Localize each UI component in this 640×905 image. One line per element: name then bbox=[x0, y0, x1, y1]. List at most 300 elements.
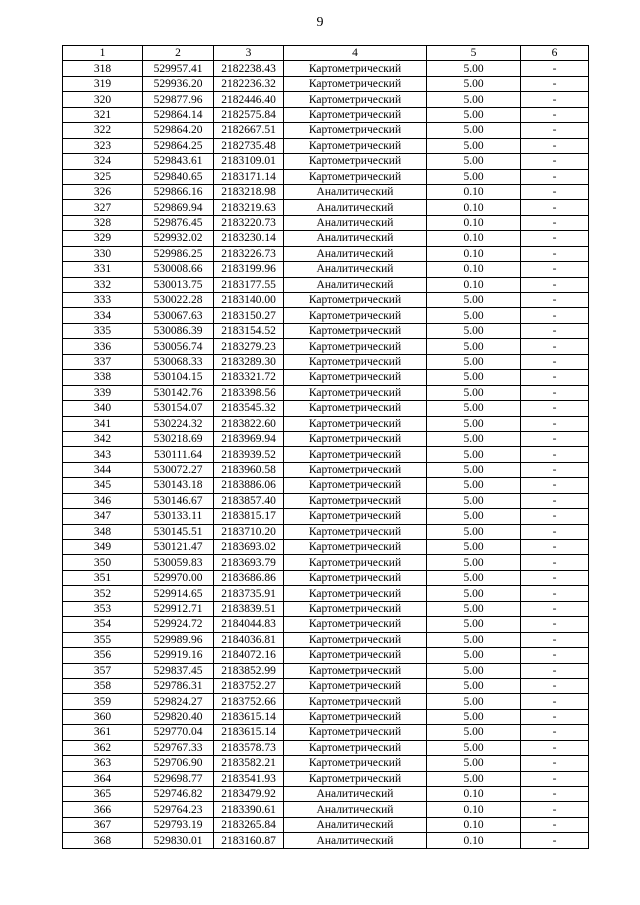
method-cell: Картометрический bbox=[284, 709, 427, 724]
accuracy-cell: 5.00 bbox=[427, 586, 521, 601]
x-coordinate-cell: 529986.25 bbox=[143, 246, 214, 261]
accuracy-cell: 5.00 bbox=[427, 416, 521, 431]
accuracy-cell: 5.00 bbox=[427, 401, 521, 416]
point-number-cell: 352 bbox=[63, 586, 143, 601]
table-body bbox=[63, 61, 589, 848]
note-cell: - bbox=[521, 431, 589, 446]
table-row bbox=[63, 184, 589, 199]
y-coordinate-cell: 2183398.56 bbox=[214, 385, 284, 400]
column-header: 2 bbox=[143, 46, 214, 61]
point-number-cell: 323 bbox=[63, 138, 143, 153]
point-number-cell: 324 bbox=[63, 154, 143, 169]
x-coordinate-cell: 530154.07 bbox=[143, 401, 214, 416]
method-cell: Картометрический bbox=[284, 308, 427, 323]
x-coordinate-cell: 529764.23 bbox=[143, 802, 214, 817]
note-cell: - bbox=[521, 354, 589, 369]
y-coordinate-cell: 2183939.52 bbox=[214, 447, 284, 462]
accuracy-cell: 0.10 bbox=[427, 833, 521, 848]
point-number-cell: 360 bbox=[63, 709, 143, 724]
table-row bbox=[63, 478, 589, 493]
accuracy-cell: 0.10 bbox=[427, 262, 521, 277]
table-row bbox=[63, 401, 589, 416]
method-cell: Картометрический bbox=[284, 293, 427, 308]
accuracy-cell: 5.00 bbox=[427, 540, 521, 555]
method-cell: Картометрический bbox=[284, 586, 427, 601]
note-cell: - bbox=[521, 694, 589, 709]
point-number-cell: 339 bbox=[63, 385, 143, 400]
point-number-cell: 355 bbox=[63, 632, 143, 647]
accuracy-cell: 5.00 bbox=[427, 756, 521, 771]
method-cell: Аналитический bbox=[284, 231, 427, 246]
y-coordinate-cell: 2183686.86 bbox=[214, 570, 284, 585]
x-coordinate-cell: 529824.27 bbox=[143, 694, 214, 709]
method-cell: Аналитический bbox=[284, 277, 427, 292]
x-coordinate-cell: 529793.19 bbox=[143, 817, 214, 832]
table-row bbox=[63, 370, 589, 385]
table-row bbox=[63, 648, 589, 663]
note-cell: - bbox=[521, 293, 589, 308]
table-row bbox=[63, 632, 589, 647]
x-coordinate-cell: 529706.90 bbox=[143, 756, 214, 771]
y-coordinate-cell: 2183839.51 bbox=[214, 601, 284, 616]
y-coordinate-cell: 2183230.14 bbox=[214, 231, 284, 246]
y-coordinate-cell: 2183265.84 bbox=[214, 817, 284, 832]
point-number-cell: 319 bbox=[63, 76, 143, 91]
table-row bbox=[63, 61, 589, 76]
x-coordinate-cell: 529866.16 bbox=[143, 184, 214, 199]
y-coordinate-cell: 2183199.96 bbox=[214, 262, 284, 277]
y-coordinate-cell: 2183160.87 bbox=[214, 833, 284, 848]
table-row bbox=[63, 215, 589, 230]
method-cell: Картометрический bbox=[284, 385, 427, 400]
y-coordinate-cell: 2183279.23 bbox=[214, 339, 284, 354]
point-number-cell: 343 bbox=[63, 447, 143, 462]
point-number-cell: 334 bbox=[63, 308, 143, 323]
accuracy-cell: 5.00 bbox=[427, 339, 521, 354]
y-coordinate-cell: 2182575.84 bbox=[214, 107, 284, 122]
y-coordinate-cell: 2182238.43 bbox=[214, 61, 284, 76]
table-row bbox=[63, 740, 589, 755]
table-row bbox=[63, 817, 589, 832]
note-cell: - bbox=[521, 92, 589, 107]
accuracy-cell: 5.00 bbox=[427, 648, 521, 663]
point-number-cell: 351 bbox=[63, 570, 143, 585]
x-coordinate-cell: 529932.02 bbox=[143, 231, 214, 246]
point-number-cell: 332 bbox=[63, 277, 143, 292]
note-cell: - bbox=[521, 169, 589, 184]
header-row bbox=[63, 46, 589, 61]
note-cell: - bbox=[521, 76, 589, 91]
point-number-cell: 347 bbox=[63, 509, 143, 524]
note-cell: - bbox=[521, 478, 589, 493]
point-number-cell: 348 bbox=[63, 524, 143, 539]
method-cell: Картометрический bbox=[284, 169, 427, 184]
table-row bbox=[63, 231, 589, 246]
table-row bbox=[63, 617, 589, 632]
table-row bbox=[63, 246, 589, 261]
point-number-cell: 344 bbox=[63, 462, 143, 477]
y-coordinate-cell: 2183852.99 bbox=[214, 663, 284, 678]
accuracy-cell: 5.00 bbox=[427, 663, 521, 678]
note-cell: - bbox=[521, 339, 589, 354]
accuracy-cell: 5.00 bbox=[427, 354, 521, 369]
accuracy-cell: 5.00 bbox=[427, 293, 521, 308]
point-number-cell: 325 bbox=[63, 169, 143, 184]
x-coordinate-cell: 529914.65 bbox=[143, 586, 214, 601]
method-cell: Картометрический bbox=[284, 431, 427, 446]
point-number-cell: 336 bbox=[63, 339, 143, 354]
x-coordinate-cell: 530146.67 bbox=[143, 493, 214, 508]
y-coordinate-cell: 2183226.73 bbox=[214, 246, 284, 261]
accuracy-cell: 5.00 bbox=[427, 601, 521, 616]
y-coordinate-cell: 2182735.48 bbox=[214, 138, 284, 153]
point-number-cell: 320 bbox=[63, 92, 143, 107]
y-coordinate-cell: 2183479.92 bbox=[214, 787, 284, 802]
accuracy-cell: 5.00 bbox=[427, 107, 521, 122]
note-cell: - bbox=[521, 385, 589, 400]
method-cell: Картометрический bbox=[284, 107, 427, 122]
accuracy-cell: 5.00 bbox=[427, 617, 521, 632]
method-cell: Аналитический bbox=[284, 787, 427, 802]
y-coordinate-cell: 2183545.32 bbox=[214, 401, 284, 416]
accuracy-cell: 0.10 bbox=[427, 277, 521, 292]
table-row bbox=[63, 92, 589, 107]
note-cell: - bbox=[521, 678, 589, 693]
x-coordinate-cell: 529820.40 bbox=[143, 709, 214, 724]
point-number-cell: 368 bbox=[63, 833, 143, 848]
point-number-cell: 329 bbox=[63, 231, 143, 246]
accuracy-cell: 0.10 bbox=[427, 231, 521, 246]
x-coordinate-cell: 529843.61 bbox=[143, 154, 214, 169]
accuracy-cell: 0.10 bbox=[427, 817, 521, 832]
note-cell: - bbox=[521, 493, 589, 508]
x-coordinate-cell: 529876.45 bbox=[143, 215, 214, 230]
y-coordinate-cell: 2183615.14 bbox=[214, 709, 284, 724]
table-row bbox=[63, 709, 589, 724]
x-coordinate-cell: 529698.77 bbox=[143, 771, 214, 786]
accuracy-cell: 5.00 bbox=[427, 725, 521, 740]
y-coordinate-cell: 2182667.51 bbox=[214, 123, 284, 138]
point-number-cell: 327 bbox=[63, 200, 143, 215]
table-row bbox=[63, 771, 589, 786]
y-coordinate-cell: 2183171.14 bbox=[214, 169, 284, 184]
method-cell: Картометрический bbox=[284, 678, 427, 693]
note-cell: - bbox=[521, 740, 589, 755]
method-cell: Картометрический bbox=[284, 524, 427, 539]
accuracy-cell: 5.00 bbox=[427, 154, 521, 169]
accuracy-cell: 5.00 bbox=[427, 462, 521, 477]
method-cell: Картометрический bbox=[284, 725, 427, 740]
accuracy-cell: 5.00 bbox=[427, 61, 521, 76]
method-cell: Картометрический bbox=[284, 339, 427, 354]
x-coordinate-cell: 530133.11 bbox=[143, 509, 214, 524]
y-coordinate-cell: 2183289.30 bbox=[214, 354, 284, 369]
x-coordinate-cell: 530056.74 bbox=[143, 339, 214, 354]
table-row bbox=[63, 833, 589, 848]
table-row bbox=[63, 200, 589, 215]
note-cell: - bbox=[521, 555, 589, 570]
x-coordinate-cell: 529767.33 bbox=[143, 740, 214, 755]
accuracy-cell: 5.00 bbox=[427, 447, 521, 462]
method-cell: Аналитический bbox=[284, 200, 427, 215]
point-number-cell: 337 bbox=[63, 354, 143, 369]
method-cell: Картометрический bbox=[284, 509, 427, 524]
table-row bbox=[63, 447, 589, 462]
y-coordinate-cell: 2183218.98 bbox=[214, 184, 284, 199]
y-coordinate-cell: 2184036.81 bbox=[214, 632, 284, 647]
note-cell: - bbox=[521, 231, 589, 246]
accuracy-cell: 5.00 bbox=[427, 632, 521, 647]
table-row bbox=[63, 107, 589, 122]
x-coordinate-cell: 530104.15 bbox=[143, 370, 214, 385]
note-cell: - bbox=[521, 401, 589, 416]
note-cell: - bbox=[521, 601, 589, 616]
x-coordinate-cell: 529830.01 bbox=[143, 833, 214, 848]
y-coordinate-cell: 2183109.01 bbox=[214, 154, 284, 169]
point-number-cell: 364 bbox=[63, 771, 143, 786]
point-number-cell: 361 bbox=[63, 725, 143, 740]
point-number-cell: 362 bbox=[63, 740, 143, 755]
x-coordinate-cell: 529864.14 bbox=[143, 107, 214, 122]
x-coordinate-cell: 530086.39 bbox=[143, 323, 214, 338]
table-row bbox=[63, 416, 589, 431]
accuracy-cell: 0.10 bbox=[427, 184, 521, 199]
method-cell: Картометрический bbox=[284, 401, 427, 416]
note-cell: - bbox=[521, 540, 589, 555]
y-coordinate-cell: 2183390.61 bbox=[214, 802, 284, 817]
x-coordinate-cell: 529837.45 bbox=[143, 663, 214, 678]
y-coordinate-cell: 2184044.83 bbox=[214, 617, 284, 632]
accuracy-cell: 5.00 bbox=[427, 509, 521, 524]
y-coordinate-cell: 2183321.72 bbox=[214, 370, 284, 385]
coordinates-table bbox=[62, 45, 589, 849]
method-cell: Картометрический bbox=[284, 447, 427, 462]
point-number-cell: 359 bbox=[63, 694, 143, 709]
column-header: 6 bbox=[521, 46, 589, 61]
table-row bbox=[63, 524, 589, 539]
table-row bbox=[63, 339, 589, 354]
x-coordinate-cell: 530008.66 bbox=[143, 262, 214, 277]
point-number-cell: 318 bbox=[63, 61, 143, 76]
table-row bbox=[63, 570, 589, 585]
x-coordinate-cell: 530013.75 bbox=[143, 277, 214, 292]
note-cell: - bbox=[521, 833, 589, 848]
note-cell: - bbox=[521, 524, 589, 539]
page-number: 9 bbox=[316, 15, 324, 30]
note-cell: - bbox=[521, 632, 589, 647]
accuracy-cell: 0.10 bbox=[427, 787, 521, 802]
point-number-cell: 338 bbox=[63, 370, 143, 385]
note-cell: - bbox=[521, 262, 589, 277]
point-number-cell: 346 bbox=[63, 493, 143, 508]
y-coordinate-cell: 2183220.73 bbox=[214, 215, 284, 230]
x-coordinate-cell: 530218.69 bbox=[143, 431, 214, 446]
note-cell: - bbox=[521, 61, 589, 76]
note-cell: - bbox=[521, 123, 589, 138]
note-cell: - bbox=[521, 246, 589, 261]
method-cell: Картометрический bbox=[284, 323, 427, 338]
note-cell: - bbox=[521, 370, 589, 385]
column-header: 4 bbox=[284, 46, 427, 61]
method-cell: Аналитический bbox=[284, 246, 427, 261]
note-cell: - bbox=[521, 586, 589, 601]
note-cell: - bbox=[521, 648, 589, 663]
x-coordinate-cell: 530224.32 bbox=[143, 416, 214, 431]
point-number-cell: 356 bbox=[63, 648, 143, 663]
x-coordinate-cell: 529746.82 bbox=[143, 787, 214, 802]
table-row bbox=[63, 462, 589, 477]
point-number-cell: 357 bbox=[63, 663, 143, 678]
point-number-cell: 321 bbox=[63, 107, 143, 122]
point-number-cell: 342 bbox=[63, 431, 143, 446]
x-coordinate-cell: 530022.28 bbox=[143, 293, 214, 308]
method-cell: Картометрический bbox=[284, 740, 427, 755]
y-coordinate-cell: 2183710.20 bbox=[214, 524, 284, 539]
point-number-cell: 333 bbox=[63, 293, 143, 308]
note-cell: - bbox=[521, 154, 589, 169]
method-cell: Аналитический bbox=[284, 833, 427, 848]
note-cell: - bbox=[521, 771, 589, 786]
x-coordinate-cell: 529864.20 bbox=[143, 123, 214, 138]
note-cell: - bbox=[521, 416, 589, 431]
note-cell: - bbox=[521, 570, 589, 585]
x-coordinate-cell: 529936.20 bbox=[143, 76, 214, 91]
x-coordinate-cell: 530145.51 bbox=[143, 524, 214, 539]
accuracy-cell: 5.00 bbox=[427, 740, 521, 755]
point-number-cell: 326 bbox=[63, 184, 143, 199]
x-coordinate-cell: 530143.18 bbox=[143, 478, 214, 493]
method-cell: Картометрический bbox=[284, 601, 427, 616]
table-row bbox=[63, 431, 589, 446]
accuracy-cell: 5.00 bbox=[427, 493, 521, 508]
y-coordinate-cell: 2183582.21 bbox=[214, 756, 284, 771]
y-coordinate-cell: 2183752.66 bbox=[214, 694, 284, 709]
note-cell: - bbox=[521, 107, 589, 122]
table-row bbox=[63, 586, 589, 601]
x-coordinate-cell: 530142.76 bbox=[143, 385, 214, 400]
method-cell: Картометрический bbox=[284, 138, 427, 153]
note-cell: - bbox=[521, 787, 589, 802]
method-cell: Картометрический bbox=[284, 61, 427, 76]
note-cell: - bbox=[521, 756, 589, 771]
table-row bbox=[63, 277, 589, 292]
y-coordinate-cell: 2183541.93 bbox=[214, 771, 284, 786]
y-coordinate-cell: 2183154.52 bbox=[214, 323, 284, 338]
x-coordinate-cell: 529989.96 bbox=[143, 632, 214, 647]
table-row bbox=[63, 802, 589, 817]
note-cell: - bbox=[521, 308, 589, 323]
accuracy-cell: 5.00 bbox=[427, 694, 521, 709]
x-coordinate-cell: 530068.33 bbox=[143, 354, 214, 369]
table-row bbox=[63, 493, 589, 508]
method-cell: Картометрический bbox=[284, 92, 427, 107]
note-cell: - bbox=[521, 323, 589, 338]
point-number-cell: 354 bbox=[63, 617, 143, 632]
accuracy-cell: 5.00 bbox=[427, 431, 521, 446]
point-number-cell: 358 bbox=[63, 678, 143, 693]
x-coordinate-cell: 529912.71 bbox=[143, 601, 214, 616]
table-row bbox=[63, 293, 589, 308]
method-cell: Картометрический bbox=[284, 570, 427, 585]
y-coordinate-cell: 2183815.17 bbox=[214, 509, 284, 524]
table-row bbox=[63, 601, 589, 616]
y-coordinate-cell: 2183735.91 bbox=[214, 586, 284, 601]
y-coordinate-cell: 2183960.58 bbox=[214, 462, 284, 477]
x-coordinate-cell: 529957.41 bbox=[143, 61, 214, 76]
method-cell: Аналитический bbox=[284, 262, 427, 277]
x-coordinate-cell: 529877.96 bbox=[143, 92, 214, 107]
x-coordinate-cell: 529770.04 bbox=[143, 725, 214, 740]
point-number-cell: 367 bbox=[63, 817, 143, 832]
table-row bbox=[63, 555, 589, 570]
table-row bbox=[63, 540, 589, 555]
x-coordinate-cell: 529970.00 bbox=[143, 570, 214, 585]
table-row bbox=[63, 308, 589, 323]
x-coordinate-cell: 529869.94 bbox=[143, 200, 214, 215]
table-row bbox=[63, 123, 589, 138]
point-number-cell: 335 bbox=[63, 323, 143, 338]
table-row bbox=[63, 787, 589, 802]
x-coordinate-cell: 530121.47 bbox=[143, 540, 214, 555]
x-coordinate-cell: 530111.64 bbox=[143, 447, 214, 462]
y-coordinate-cell: 2183578.73 bbox=[214, 740, 284, 755]
table-row bbox=[63, 138, 589, 153]
point-number-cell: 365 bbox=[63, 787, 143, 802]
accuracy-cell: 5.00 bbox=[427, 709, 521, 724]
method-cell: Картометрический bbox=[284, 756, 427, 771]
method-cell: Аналитический bbox=[284, 215, 427, 230]
note-cell: - bbox=[521, 817, 589, 832]
method-cell: Картометрический bbox=[284, 540, 427, 555]
accuracy-cell: 5.00 bbox=[427, 76, 521, 91]
point-number-cell: 353 bbox=[63, 601, 143, 616]
table-row bbox=[63, 262, 589, 277]
table-row bbox=[63, 694, 589, 709]
method-cell: Картометрический bbox=[284, 154, 427, 169]
method-cell: Картометрический bbox=[284, 462, 427, 477]
point-number-cell: 350 bbox=[63, 555, 143, 570]
accuracy-cell: 5.00 bbox=[427, 524, 521, 539]
note-cell: - bbox=[521, 509, 589, 524]
point-number-cell: 328 bbox=[63, 215, 143, 230]
table-row bbox=[63, 169, 589, 184]
column-header: 1 bbox=[63, 46, 143, 61]
x-coordinate-cell: 530067.63 bbox=[143, 308, 214, 323]
method-cell: Картометрический bbox=[284, 76, 427, 91]
y-coordinate-cell: 2183752.27 bbox=[214, 678, 284, 693]
x-coordinate-cell: 529786.31 bbox=[143, 678, 214, 693]
note-cell: - bbox=[521, 462, 589, 477]
table-row bbox=[63, 354, 589, 369]
accuracy-cell: 5.00 bbox=[427, 323, 521, 338]
y-coordinate-cell: 2182236.32 bbox=[214, 76, 284, 91]
accuracy-cell: 5.00 bbox=[427, 570, 521, 585]
accuracy-cell: 0.10 bbox=[427, 246, 521, 261]
method-cell: Картометрический bbox=[284, 771, 427, 786]
y-coordinate-cell: 2182446.40 bbox=[214, 92, 284, 107]
accuracy-cell: 5.00 bbox=[427, 169, 521, 184]
table-row bbox=[63, 76, 589, 91]
point-number-cell: 340 bbox=[63, 401, 143, 416]
y-coordinate-cell: 2184072.16 bbox=[214, 648, 284, 663]
table-row bbox=[63, 678, 589, 693]
accuracy-cell: 5.00 bbox=[427, 138, 521, 153]
y-coordinate-cell: 2183693.02 bbox=[214, 540, 284, 555]
accuracy-cell: 5.00 bbox=[427, 478, 521, 493]
accuracy-cell: 5.00 bbox=[427, 92, 521, 107]
note-cell: - bbox=[521, 709, 589, 724]
method-cell: Картометрический bbox=[284, 370, 427, 385]
